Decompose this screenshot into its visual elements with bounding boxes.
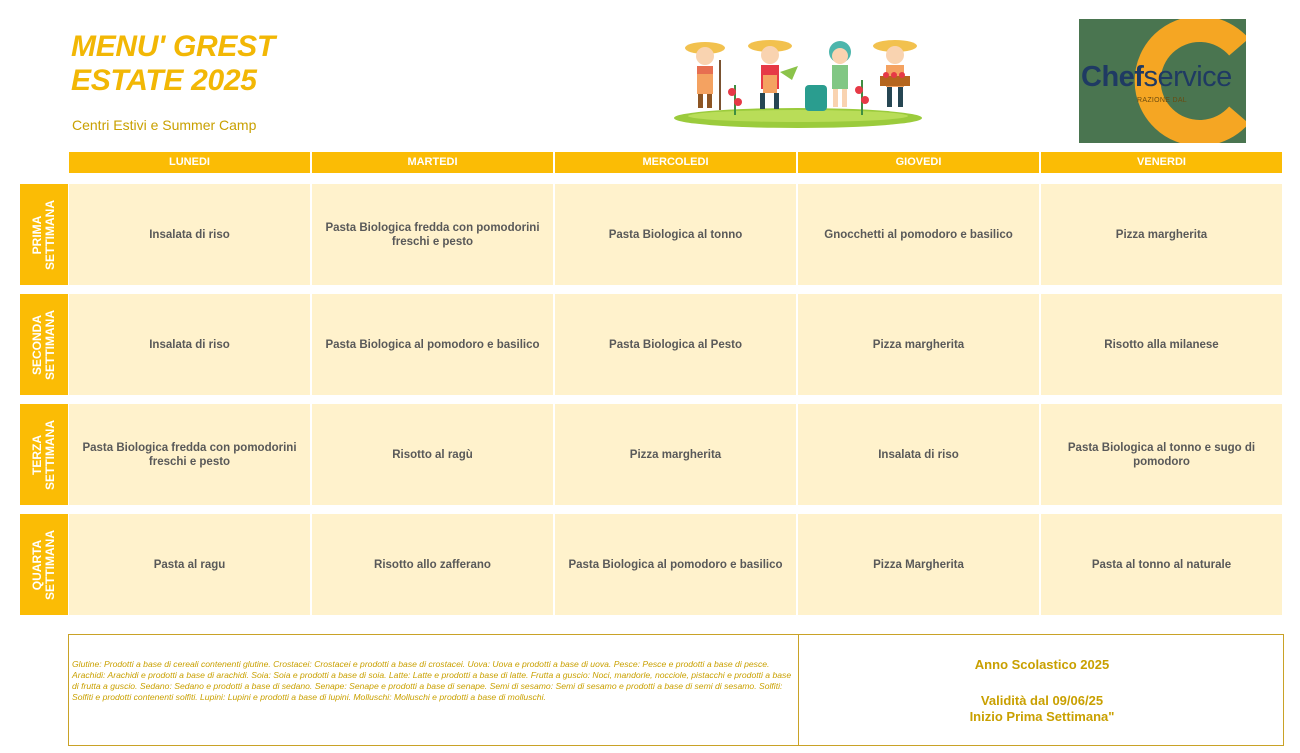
week-label-4: QUARTA SETTIMANA [20,514,68,615]
menu-cell: Pasta Biologica fredda con pomodorini freschi e pesto [69,404,310,505]
menu-cell: Pizza Margherita [798,514,1039,615]
child-2 [748,40,798,109]
child-1 [685,42,725,110]
menu-cell: Pasta al tonno al naturale [1041,514,1282,615]
menu-cell: Pasta al ragu [69,514,310,615]
menu-cell: Pizza margherita [555,404,796,505]
validity-info [799,693,1285,725]
menu-cell: Pasta Biologica al Pesto [555,294,796,395]
menu-cell: Insalata di riso [798,404,1039,505]
week-label-3: TERZA SETTIMANA [20,404,68,505]
menu-cell: Pizza margherita [798,294,1039,395]
week-label-1: PRIMA SETTIMANA [20,184,68,285]
menu-cell: Pizza margherita [1041,184,1282,285]
day-header-thursday: GIOVEDI [798,152,1039,173]
logo-subtext: RAZIONE DAL [1137,97,1187,104]
day-header-monday: LUNEDI [69,152,310,173]
logo-wordmark: Chefservice [1081,61,1232,93]
chefservice-logo [1079,19,1246,143]
menu-cell: Risotto alla milanese [1041,294,1282,395]
day-header-wednesday: MERCOLEDI [555,152,796,173]
menu-cell: Pasta Biologica al pomodoro e basilico [555,514,796,615]
footer-divider [798,635,799,745]
child-4 [873,40,917,107]
day-header-tuesday: MARTEDI [312,152,553,173]
menu-cell: Risotto al ragù [312,404,553,505]
week-label-2: SECONDA SETTIMANA [20,294,68,395]
menu-cell: Gnocchetti al pomodoro e basilico [798,184,1039,285]
kids-gardening-illustration [670,30,925,130]
page-title [71,30,371,98]
child-3 [829,41,851,107]
title-line-1: MENU' GREST [71,30,275,63]
menu-cell: Insalata di riso [69,184,310,285]
menu-cell: Pasta Biologica fredda con pomodorini freschi e pesto [312,184,553,285]
title-line-2: ESTATE 2025 [71,64,257,97]
start-week: Inizio Prima Settimana" [969,709,1115,724]
day-header-friday: VENERDI [1041,152,1282,173]
menu-cell: Pasta Biologica al pomodoro e basilico [312,294,553,395]
menu-cell: Risotto allo zafferano [312,514,553,615]
menu-cell: Pasta Biologica al tonno e sugo di pomodoro [1041,404,1282,505]
menu-cell: Insalata di riso [69,294,310,395]
validity-date: Validità dal 09/06/25 [980,693,1104,708]
footer-box [68,634,1284,746]
subtitle: Centri Estivi e Summer Camp [72,117,257,133]
menu-cell: Pasta Biologica al tonno [555,184,796,285]
allergens-note: Glutine: Prodotti a base di cereali contenenti glutine. Crostacei: Crostacei e prodotti a base di crostacei. Uova: Uova e prodotti a base di uova. Pesce: Pesce e prodotti a base di pesce. Arachidi: Arachidi e prodotti a base di arachidi. Soia: Soia e prodotti a base di soia. Latte: Latte e prodotti a base di latte. Frutta a guscio: Noci, mandorle, nocciole, pistacchi e prodotti a base di frutta a guscio. Sedano: Sedano e prodotti a base di sedano. Senape: Senape e prodotti a base di senape. Semi di sesamo: Semi di sesamo e prodotti a base di semi di sesamo. Solfiti: Solfiti e prodotti contenenti solfiti. Lupini: Lupini e prodotti a base di lupini. Molluschi: Molluschi e prodotti a base di molluschi. [72,659,792,702]
school-year: Anno Scolastico 2025 [974,657,1110,672]
